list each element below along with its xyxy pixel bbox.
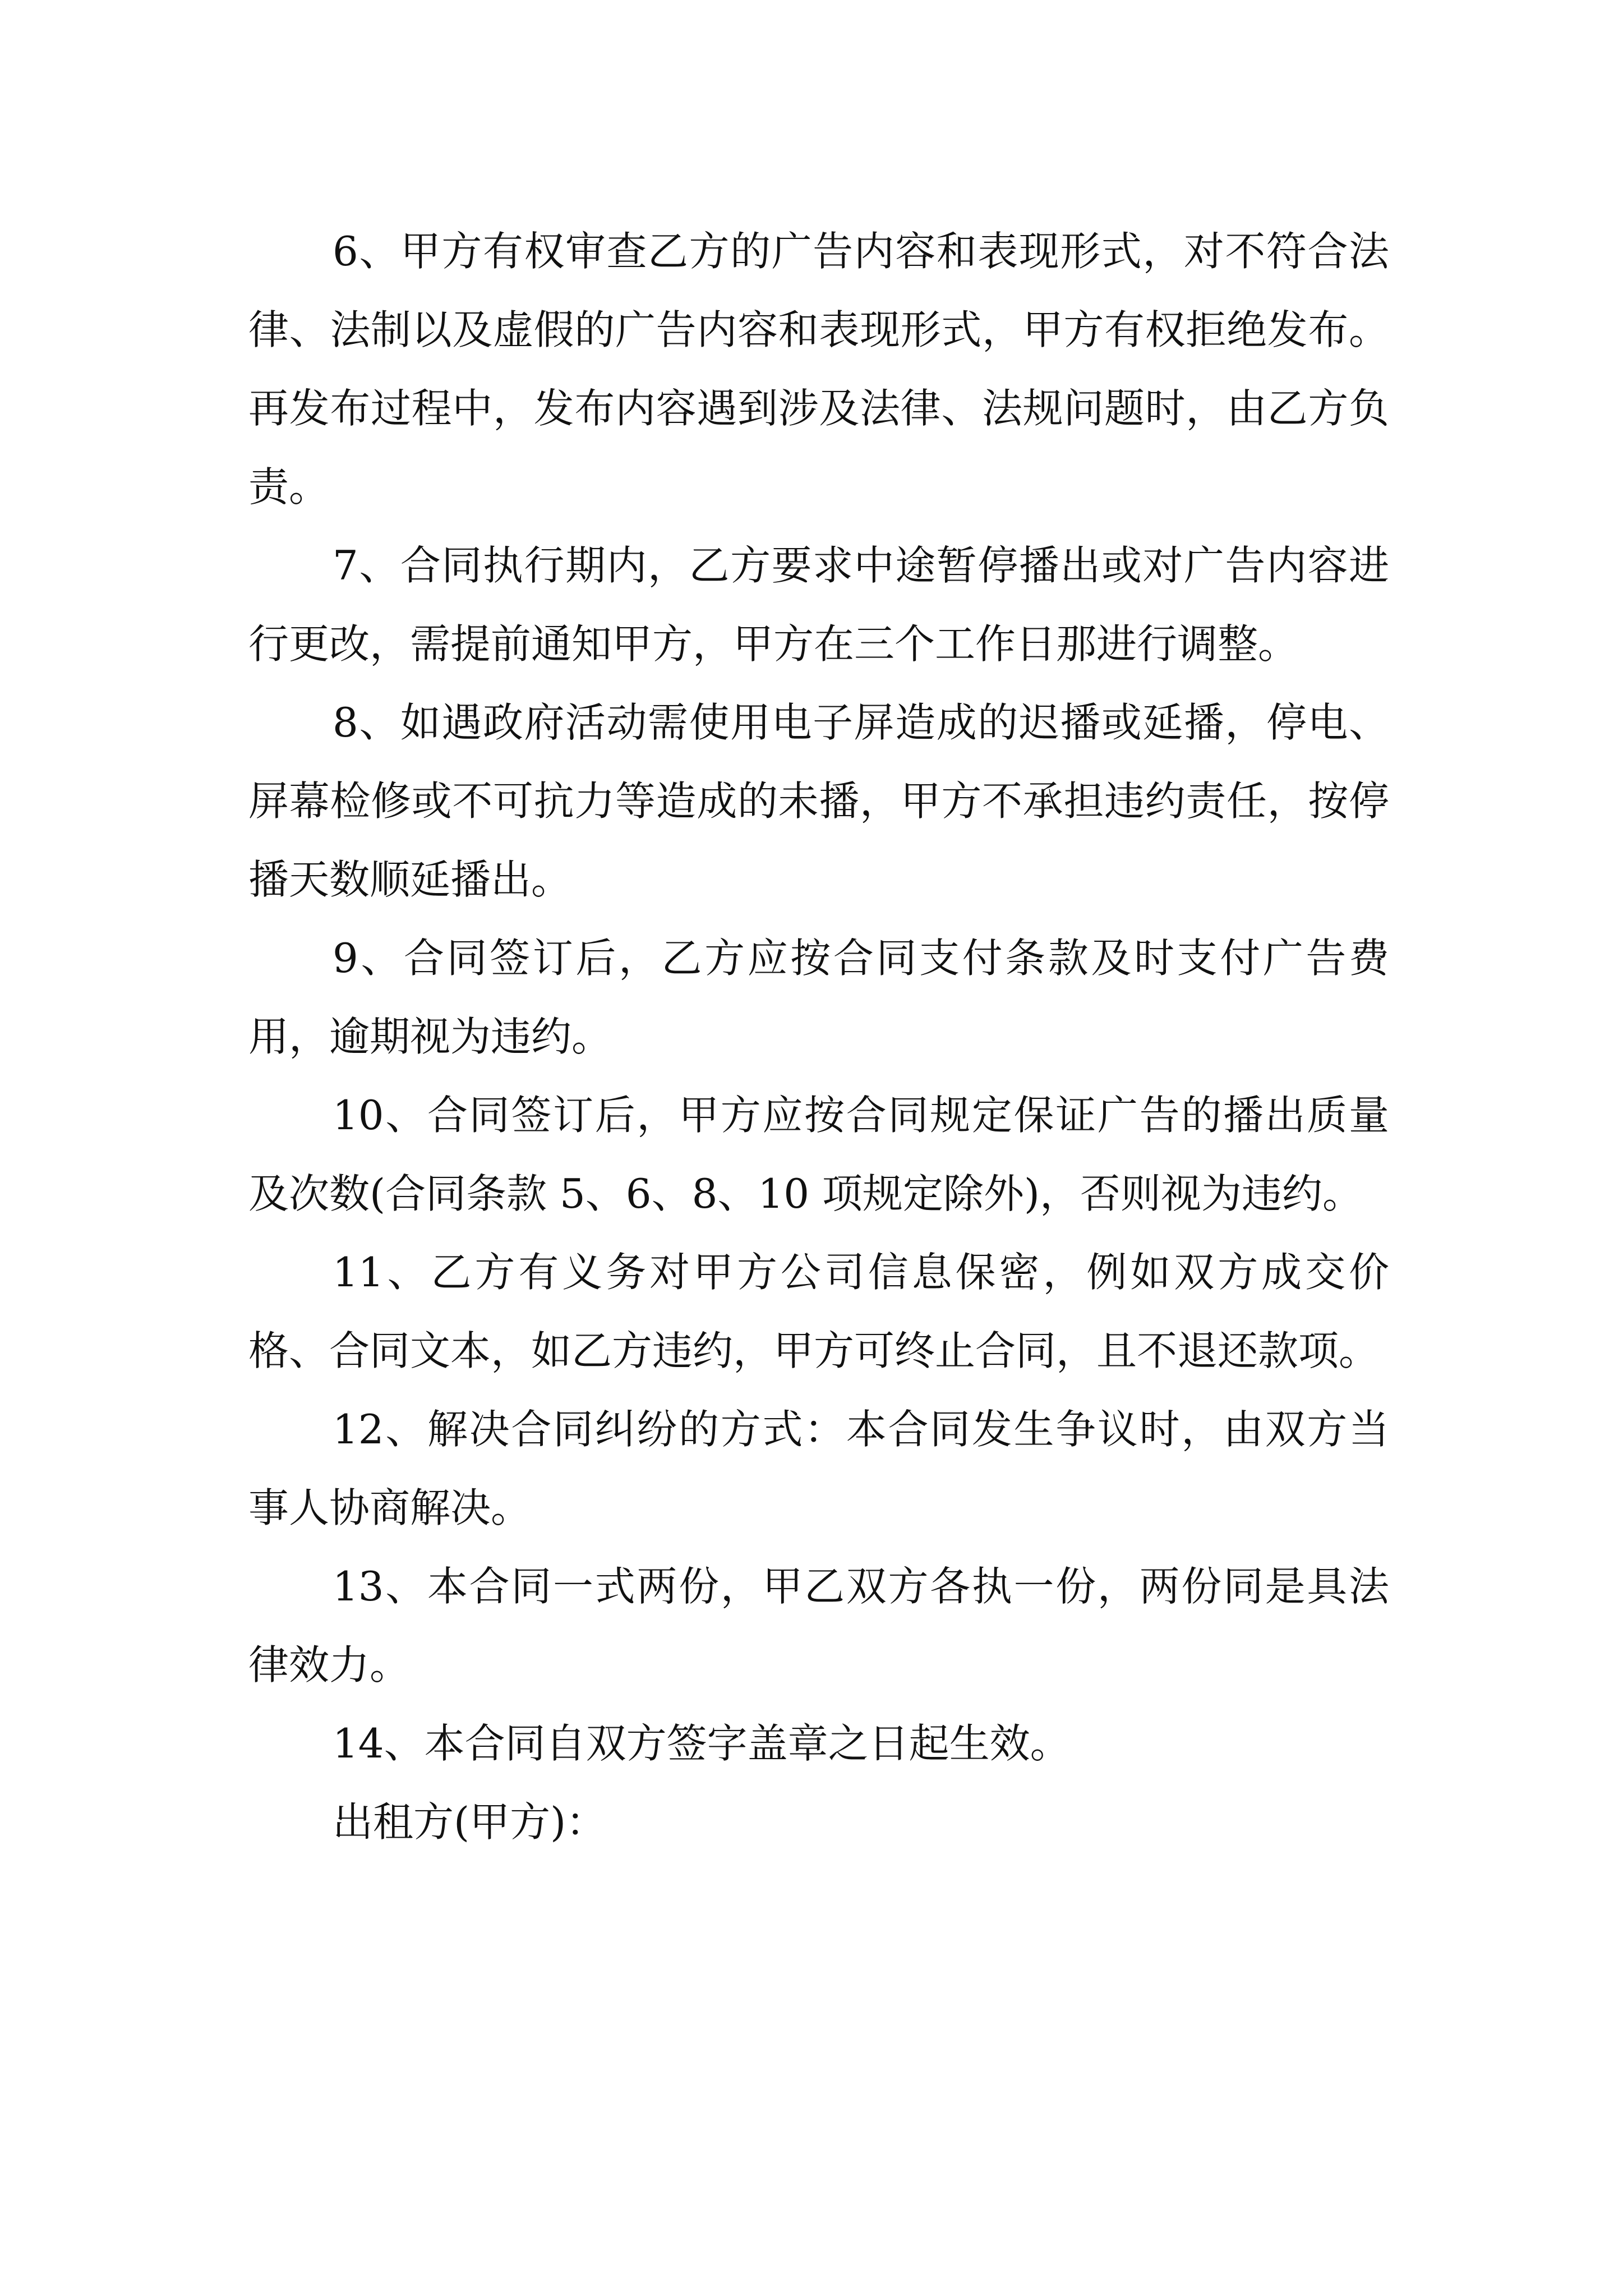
contract-body: [248, 212, 1389, 1861]
clause-6: 6、甲方有权审查乙方的广告内容和表现形式，对不符合法律、法制以及虚假的广告内容和表现形式，甲方有权拒绝发布。再发布过程中，发布内容遇到涉及法律、法规问题时，由乙方负责。: [248, 228, 1389, 510]
clause-11: 11、乙方有义务对甲方公司信息保密，例如双方成交价格、合同文本，如乙方违约，甲方可终止合同，且不退还款项。: [248, 1249, 1389, 1374]
clause-12: 12、解决合同纠纷的方式：本合同发生争议时，由双方当事人协商解决。: [248, 1406, 1389, 1531]
lessor-signature-label: 出租方(甲方)：: [333, 1798, 607, 1846]
clause-13: 13、本合同一式两份，甲乙双方各执一份，两份同是具法律效力。: [248, 1563, 1389, 1688]
clause-10: 10、合同签订后，甲方应按合同规定保证广告的播出质量及次数(合同条款 5、6、8、10 项规定除外)，否则视为违约。: [248, 1092, 1389, 1217]
clause-14: 14、本合同自双方签字盖章之日起生效。: [333, 1720, 1071, 1767]
clause-7: 7、合同执行期内，乙方要求中途暂停播出或对广告内容进行更改，需提前通知甲方，甲方在三个工作日那进行调整。: [248, 542, 1389, 668]
clause-8: 8、如遇政府活动需使用电子屏造成的迟播或延播，停电、屏幕检修或不可抗力等造成的未播，甲方不承担违约责任，按停播天数顺延播出。: [248, 699, 1389, 903]
clause-9: 9、合同签订后，乙方应按合同支付条款及时支付广告费用，逾期视为违约。: [248, 935, 1389, 1060]
